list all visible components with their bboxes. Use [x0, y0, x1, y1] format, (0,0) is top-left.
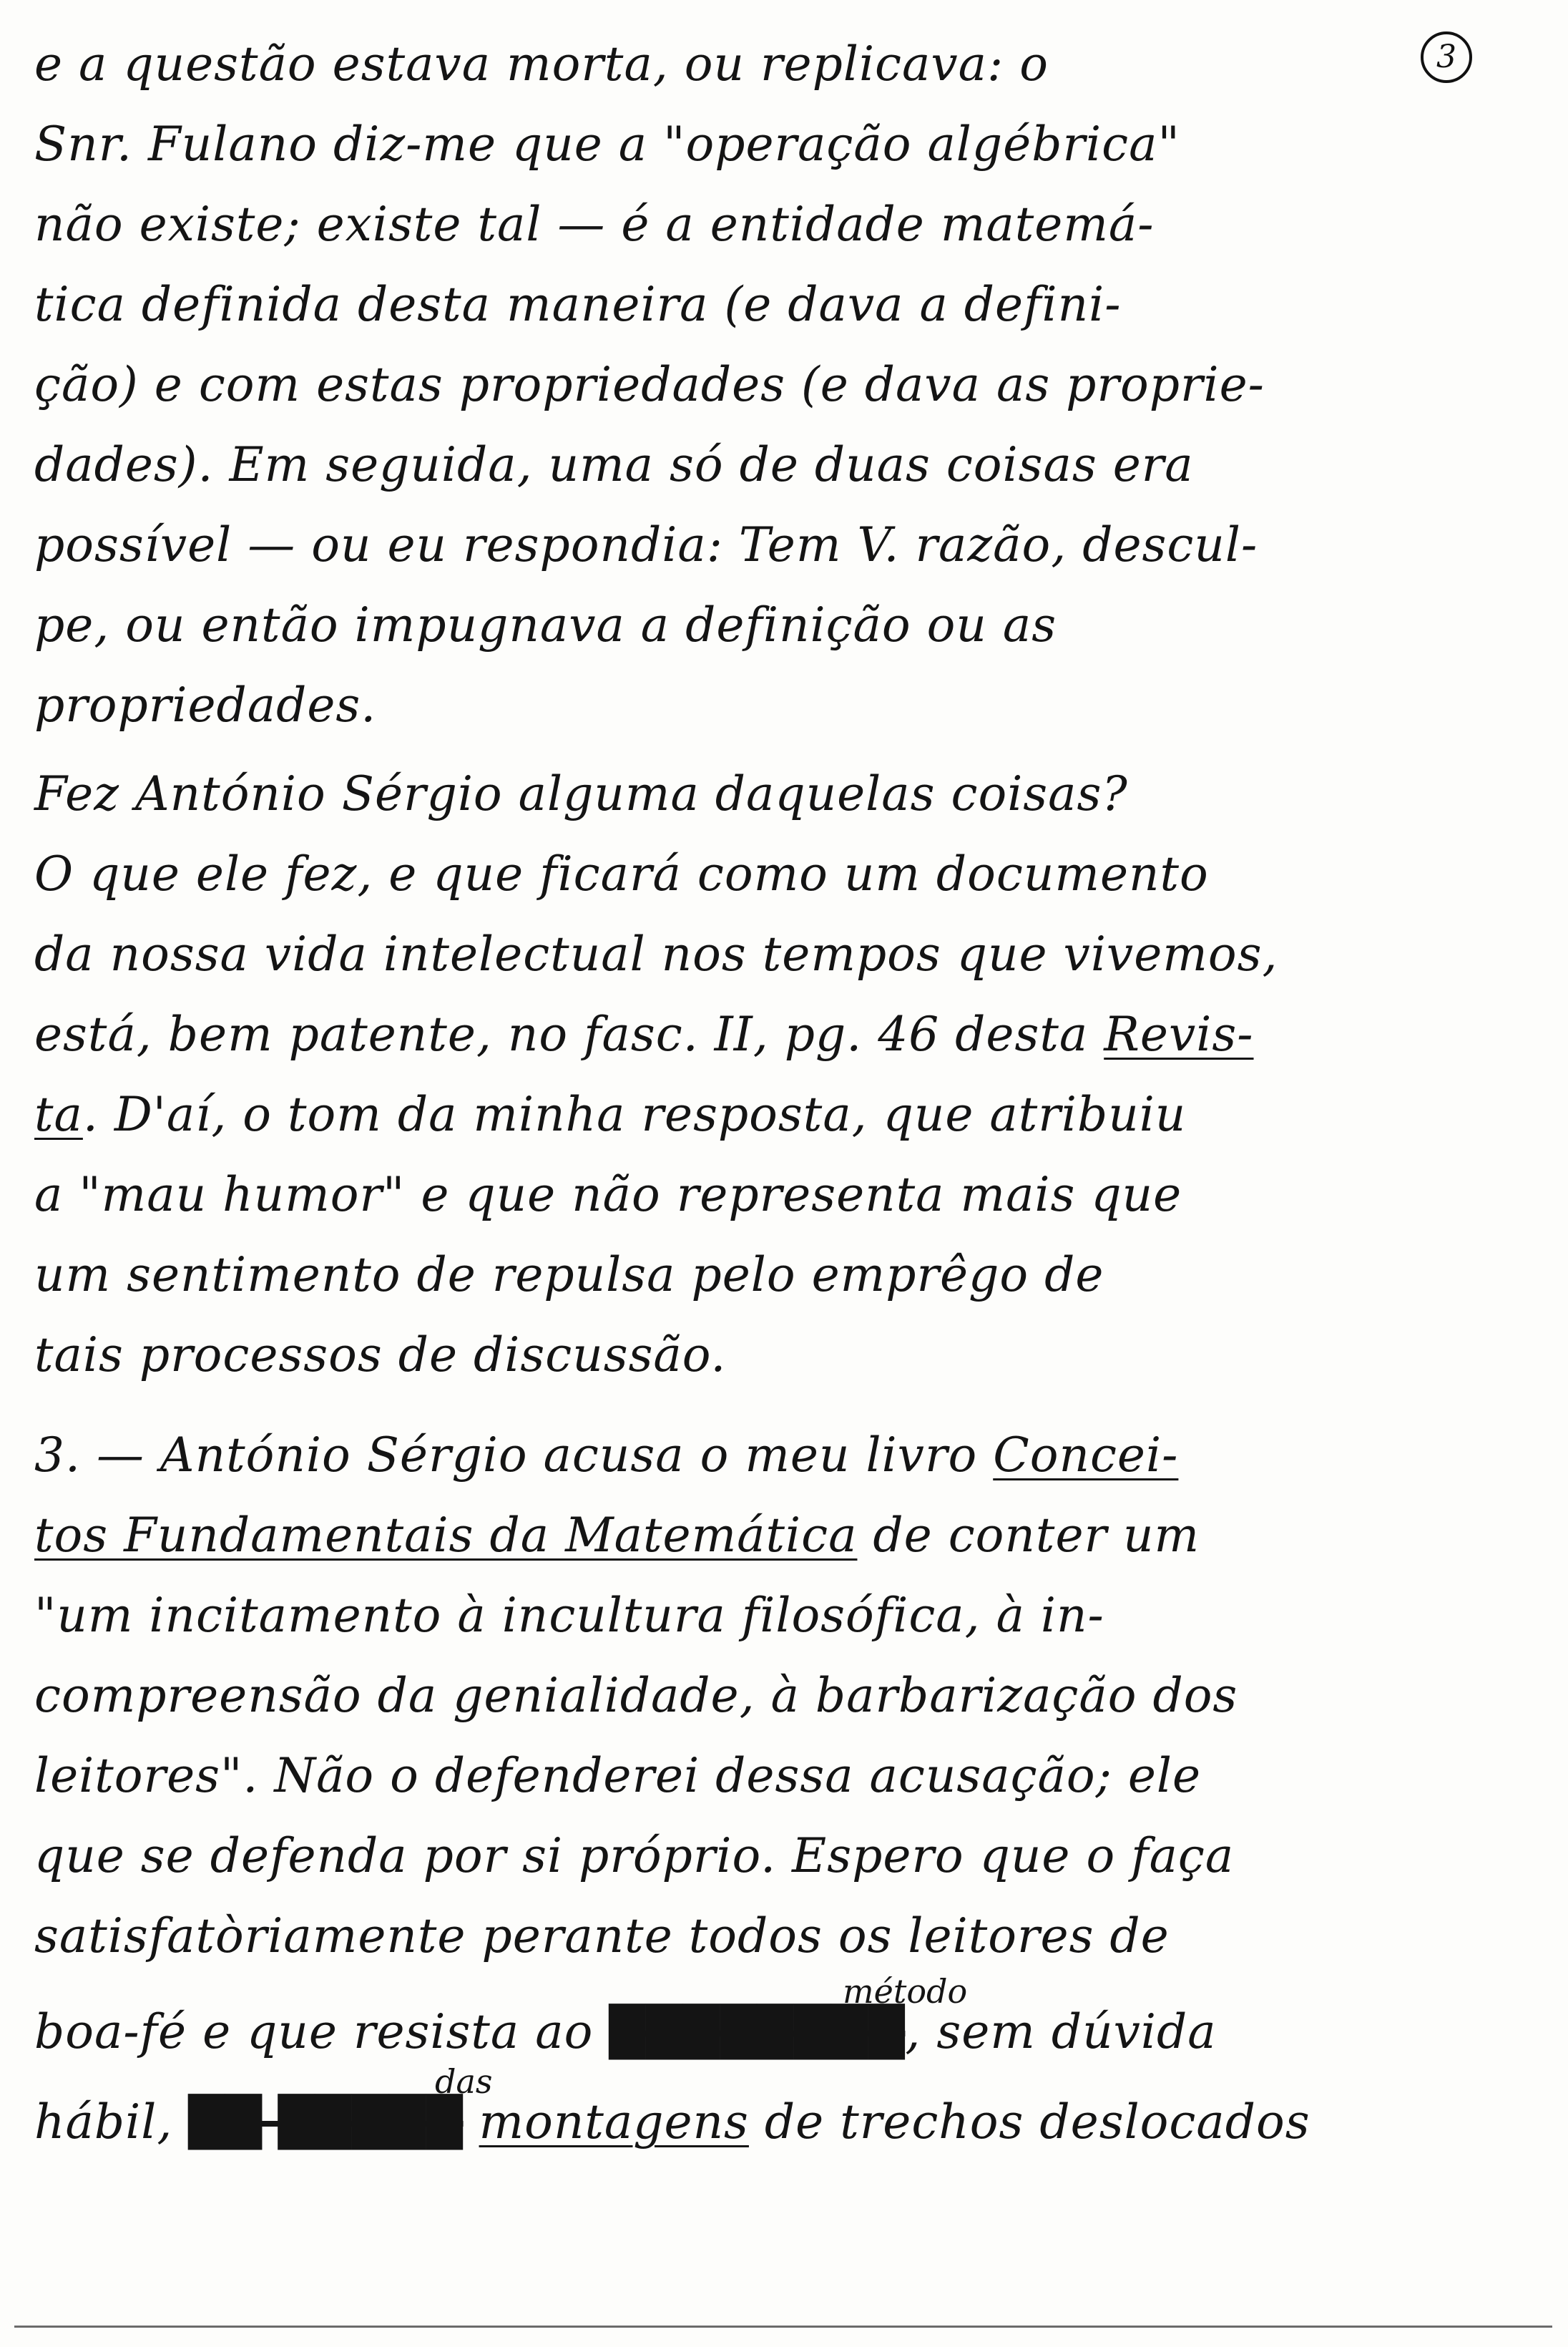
- text-line: compreensão da genialidade, à barbarização dos: [34, 1668, 1238, 1723]
- text-fragment: [464, 2094, 479, 2150]
- text-line: satisfatòriamente perante todos os leitores de: [34, 1908, 1170, 1963]
- text-line: Fez António Sérgio alguma daquelas coisas?: [34, 766, 1128, 821]
- inserted-word: das: [435, 2062, 493, 2101]
- page-number: 3: [1421, 31, 1472, 83]
- text-line: ção) e com estas propriedades (e dava as proprie-: [34, 357, 1265, 412]
- text-line: "um incitamento à incultura filosófica, à in-: [34, 1588, 1104, 1643]
- text-line: da nossa vida intelectual nos tempos que vivemos,: [34, 927, 1278, 982]
- text-fragment: de conter um: [857, 1508, 1200, 1563]
- text-line: O que ele fez, e que ficará como um documento: [34, 846, 1209, 902]
- text-fragment: , sem dúvida: [905, 2004, 1217, 2059]
- text-fragment: boa-fé e que resista ao: [34, 2004, 609, 2059]
- text-fragment: está, bem patente, no fasc. II, pg. 46 desta: [34, 1007, 1104, 1062]
- text-line: propriedades.: [34, 678, 377, 733]
- text-line: [34, 1500, 1200, 1571]
- text-fragment: . D'aí, o tom da minha resposta, que atribuiu: [82, 1087, 1187, 1142]
- underlined-word: Revis-: [1104, 1007, 1254, 1062]
- text-line: que se defenda por si próprio. Espero que o faça: [34, 1828, 1235, 1883]
- text-fragment: 3. — António Sérgio acusa o meu livro: [34, 1428, 994, 1483]
- text-line: a "mau humor" e que não representa mais que: [34, 1167, 1182, 1222]
- text-line: [34, 1420, 1178, 1491]
- text-line: e a questão estava morta, ou replicava: o: [34, 36, 1049, 92]
- text-line: Snr. Fulano diz-me que a "operação algébrica": [34, 117, 1180, 172]
- crossed-out-word: ████████: [609, 2004, 906, 2059]
- text-line: [34, 999, 1254, 1070]
- text-line: dades). Em seguida, uma só de duas coisas era: [34, 437, 1194, 492]
- text-line: não existe; existe tal — é a entidade matemá-: [34, 197, 1155, 252]
- underlined-word: montagens: [479, 2094, 749, 2150]
- crossed-out-word: ██ █████: [188, 2094, 464, 2150]
- text-line: pe, ou então impugnava a definição ou as: [34, 597, 1057, 653]
- text-line: possível — ou eu respondia: Tem V. razão, descul-: [34, 517, 1258, 572]
- page-bottom-rule: [14, 2326, 1552, 2328]
- text-line: [34, 1996, 1217, 2068]
- underlined-title: tos Fundamentais da Matemática: [34, 1508, 858, 1563]
- text-line: tais processos de discussão.: [34, 1327, 727, 1382]
- text-line: tica definida desta maneira (e dava a defini-: [34, 277, 1122, 332]
- text-line: [34, 1079, 1186, 1151]
- text-line: [34, 2087, 1310, 2158]
- underlined-word: ta: [34, 1087, 83, 1142]
- text-fragment: de trechos deslocados: [748, 2094, 1310, 2150]
- text-fragment: hábil,: [34, 2094, 189, 2150]
- underlined-title: Concei-: [993, 1428, 1179, 1483]
- inserted-word: método: [843, 1972, 968, 2011]
- text-line: leitores". Não o defenderei dessa acusação; ele: [34, 1748, 1202, 1803]
- text-line: um sentimento de repulsa pelo emprêgo de: [34, 1247, 1104, 1302]
